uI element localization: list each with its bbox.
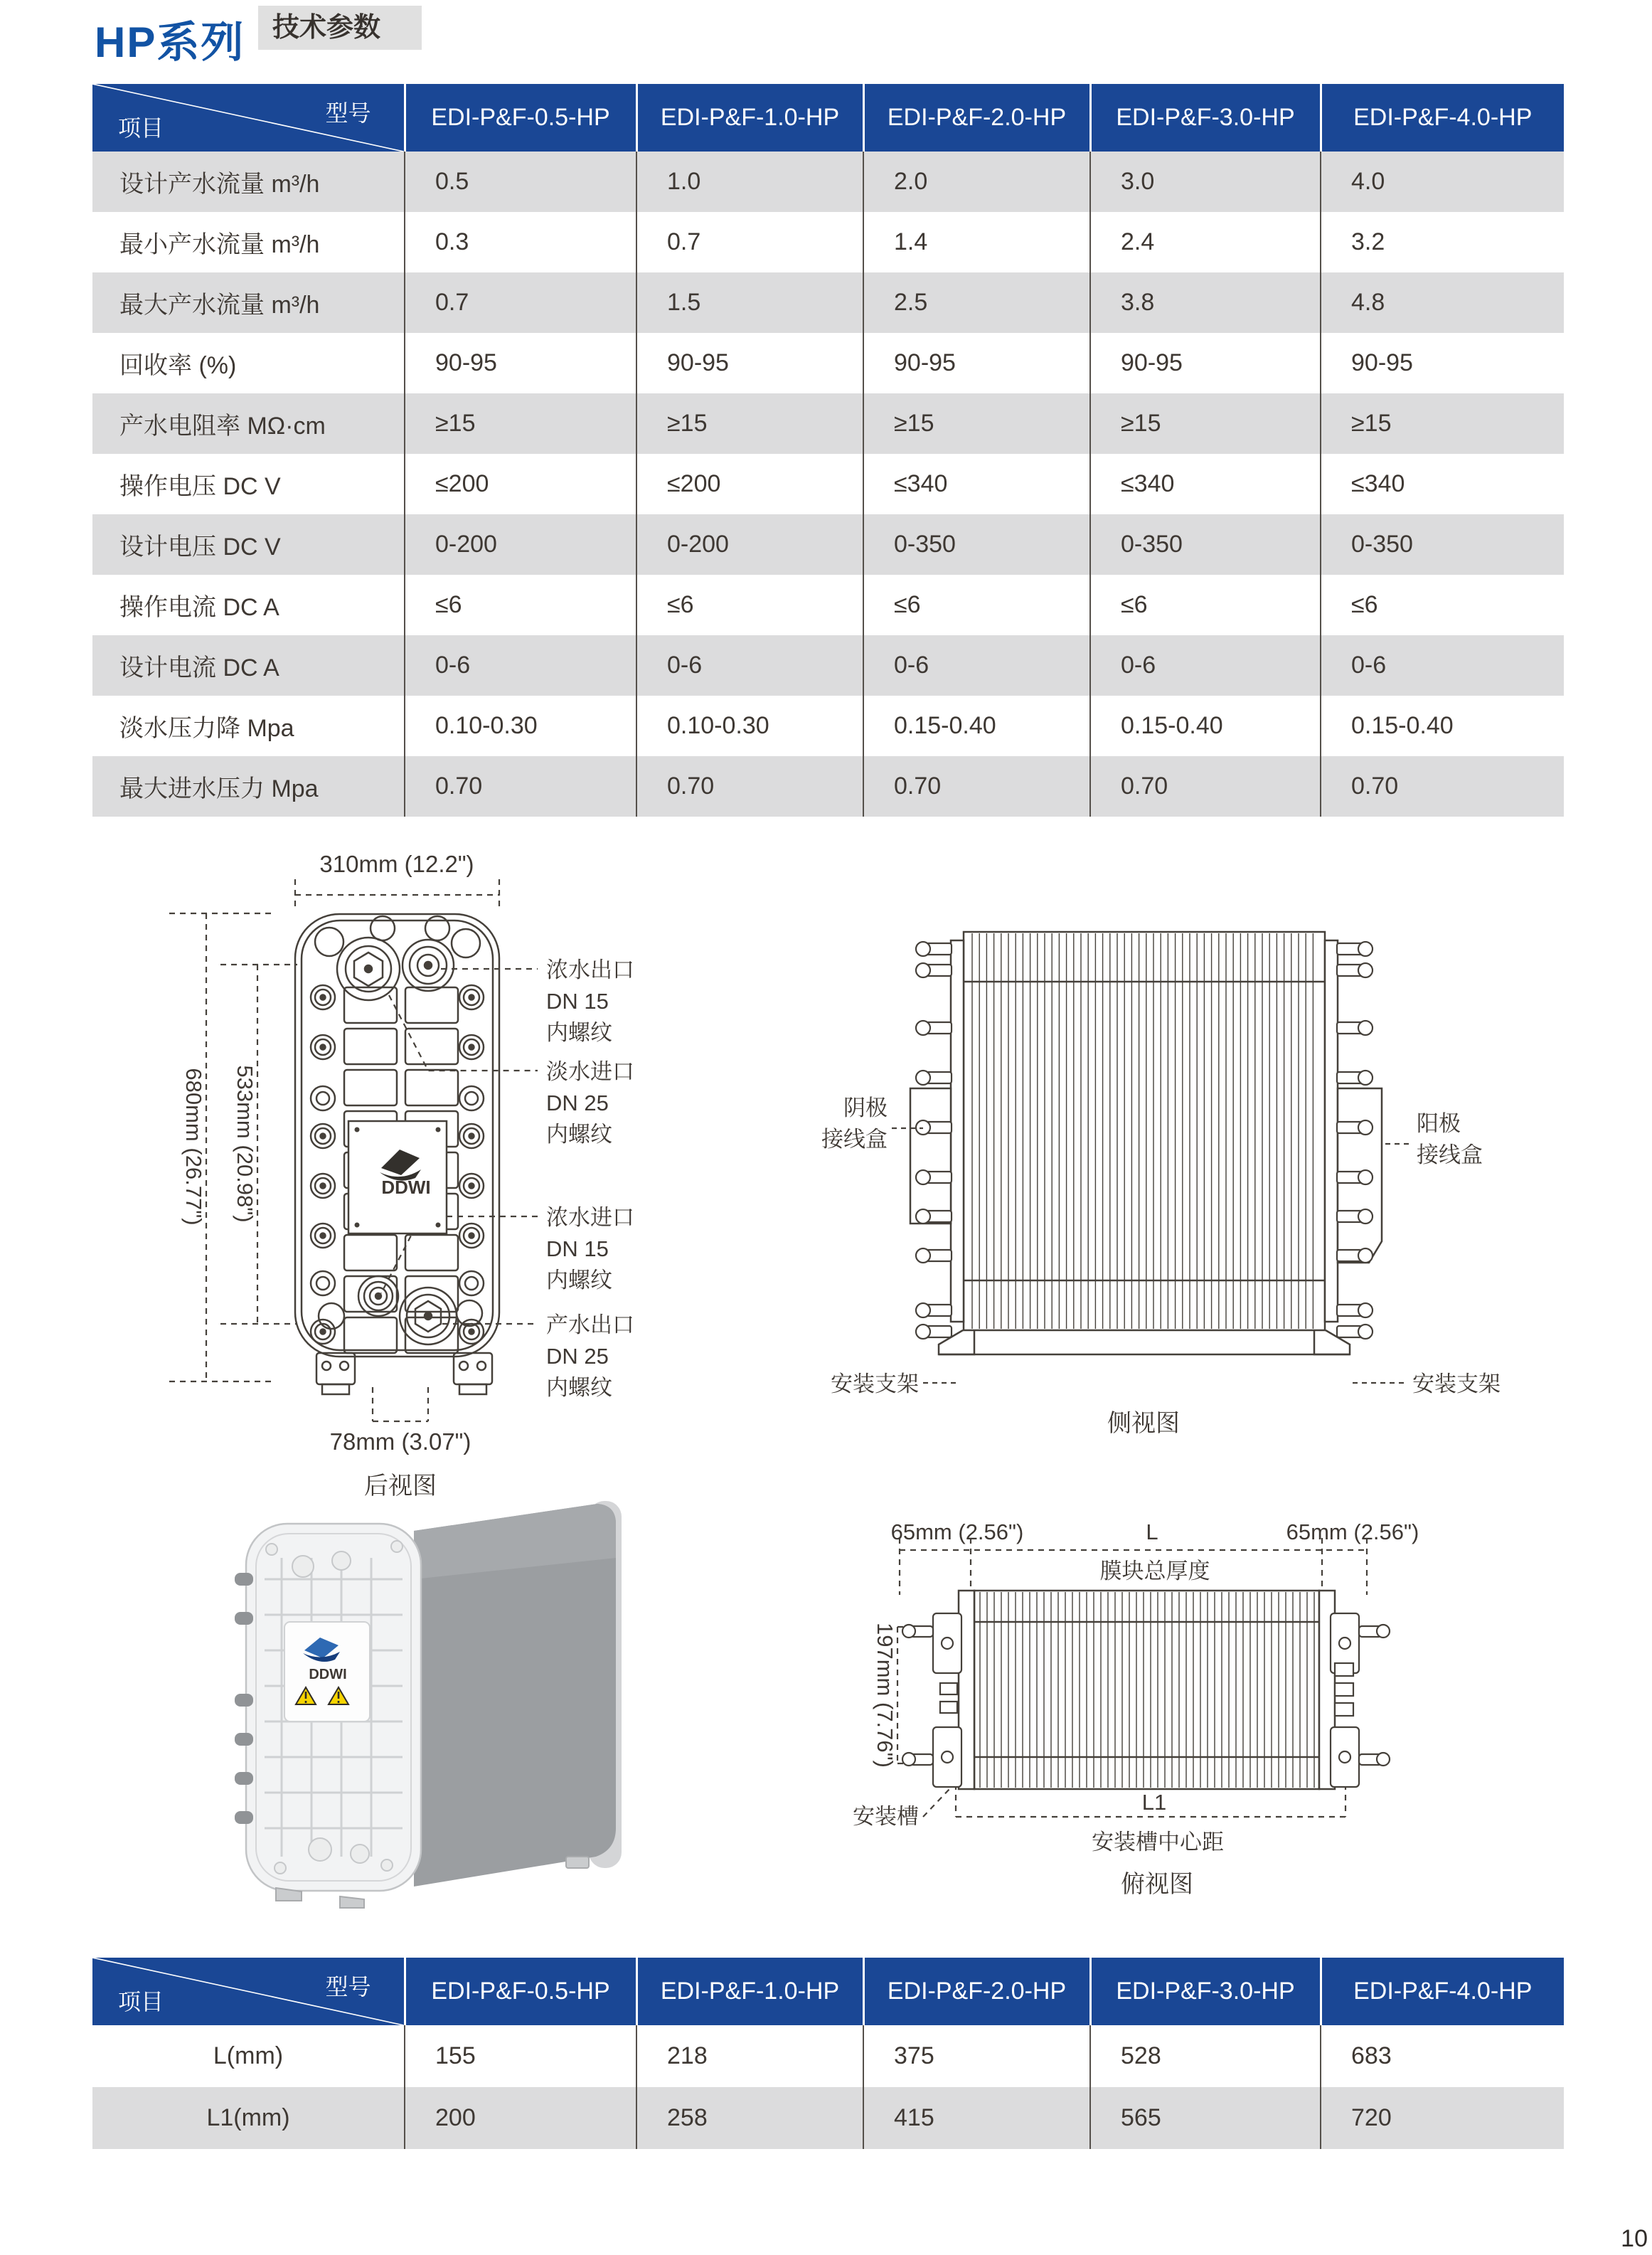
column-header: EDI-P&F-2.0-HP <box>863 84 1090 152</box>
page-title: HP系列 <box>95 18 245 66</box>
cell-value: ≥15 <box>636 393 863 454</box>
callout-concentrate-out: 浓水出口 <box>546 957 634 982</box>
product-photo <box>235 1473 640 1928</box>
svg-text:DN 15: DN 15 <box>546 1236 609 1261</box>
cell-value: 1.4 <box>863 212 1090 272</box>
top-view-drawing <box>782 1508 1581 1949</box>
cell-value: 90-95 <box>405 333 636 393</box>
anode-box-label: 阳极 <box>1417 1111 1461 1136</box>
column-header: EDI-P&F-2.0-HP <box>863 1958 1090 2025</box>
table-row <box>92 696 1564 756</box>
svg-text:DN 15: DN 15 <box>546 989 609 1014</box>
row-label: 设计电流 DC A <box>92 635 405 696</box>
table-row <box>92 152 1564 212</box>
cell-value: ≤340 <box>1090 454 1321 514</box>
product-logo-text: DDWI <box>309 1667 347 1682</box>
cathode-box-label: 阴极 <box>843 1095 888 1120</box>
cell-value: 0-6 <box>1351 652 1387 679</box>
callout-concentrate-in: 浓水进口 <box>546 1205 634 1230</box>
table-row <box>92 333 1564 393</box>
cell-value: 0-6 <box>405 635 636 696</box>
cell-value: 0-350 <box>1351 531 1413 558</box>
cell-value: 3.2 <box>1351 228 1385 255</box>
side-view-caption: 侧视图 <box>1107 1410 1180 1437</box>
table-row <box>92 2025 1564 2087</box>
row-label: 最小产水流量 m³/h <box>92 212 405 272</box>
rear-callout-labels <box>546 957 634 1400</box>
top-view-caption: 俯视图 <box>1121 1871 1193 1898</box>
dim-height-outer-label: 680mm (26.77") <box>181 1068 206 1226</box>
cell-value: 0-6 <box>636 635 863 696</box>
rear-logo-panel <box>348 1121 447 1233</box>
svg-text:接线盒: 接线盒 <box>1417 1142 1483 1167</box>
cell-value: 90-95 <box>636 333 863 393</box>
callout-product-out: 产水出口 <box>546 1312 634 1337</box>
cell-value: 415 <box>863 2087 1090 2149</box>
cell-value: 258 <box>636 2087 863 2149</box>
section-title: 技术参数 <box>258 6 422 50</box>
row-label: 设计产水流量 m³/h <box>92 152 405 212</box>
column-header: EDI-P&F-1.0-HP <box>636 84 863 152</box>
cell-value: ≤340 <box>1351 470 1405 497</box>
cell-value: 683 <box>1351 2042 1392 2069</box>
cell-value: 0.5 <box>405 152 636 212</box>
corner-top-label: 型号 <box>325 100 371 126</box>
cell-value: 0-6 <box>1090 635 1321 696</box>
dim-l-sub-label: 膜块总厚度 <box>1099 1559 1210 1583</box>
cell-value: 0-350 <box>863 514 1090 575</box>
cell-value: 0-6 <box>863 635 1090 696</box>
svg-text:内螺纹: 内螺纹 <box>546 1020 612 1045</box>
cell-value: 0.15-0.40 <box>1351 712 1454 739</box>
cell-value: 0.3 <box>405 212 636 272</box>
cell-value: 2.4 <box>1090 212 1321 272</box>
cell-value: ≤200 <box>636 454 863 514</box>
row-label: 设计电压 DC V <box>92 514 405 575</box>
cell-value: 0.70 <box>863 756 1090 817</box>
dim-65-right-label: 65mm (2.56") <box>1286 1519 1419 1544</box>
cell-value: 1.5 <box>636 272 863 333</box>
column-header: EDI-P&F-4.0-HP <box>1321 1958 1564 2025</box>
dim-height-inner-label: 533mm (20.98") <box>233 1065 257 1223</box>
corner-bottom-label: 项目 <box>118 115 164 141</box>
cell-value: 0-200 <box>405 514 636 575</box>
cell-value: ≥15 <box>405 393 636 454</box>
cell-value: ≤6 <box>863 575 1090 635</box>
svg-text:内螺纹: 内螺纹 <box>546 1122 612 1147</box>
cell-value: 3.8 <box>1090 272 1321 333</box>
svg-text:DN 25: DN 25 <box>546 1091 609 1115</box>
dim-bottom-label: 78mm (3.07") <box>329 1428 471 1455</box>
svg-text:内螺纹: 内螺纹 <box>546 1268 612 1293</box>
dim-l1-label: L1 <box>1141 1790 1167 1815</box>
row-label: 回收率 (%) <box>92 333 405 393</box>
svg-text:DN 25: DN 25 <box>546 1344 609 1369</box>
cell-value: 90-95 <box>863 333 1090 393</box>
dim-65-left-label: 65mm (2.56") <box>890 1519 1024 1544</box>
table-row <box>92 514 1564 575</box>
rear-view-drawing <box>107 818 804 1501</box>
table-row <box>92 272 1564 333</box>
dimension-table <box>92 1958 1564 2149</box>
svg-text:内螺纹: 内螺纹 <box>546 1375 612 1400</box>
side-body <box>910 932 1382 1354</box>
cell-value: 90-95 <box>1351 349 1413 376</box>
cell-value: 218 <box>636 2025 863 2087</box>
row-label: 操作电流 DC A <box>92 575 405 635</box>
column-header: EDI-P&F-4.0-HP <box>1321 84 1564 152</box>
column-header: EDI-P&F-0.5-HP <box>405 1958 636 2025</box>
column-header: EDI-P&F-0.5-HP <box>405 84 636 152</box>
cell-value: ≤6 <box>1090 575 1321 635</box>
cell-value: 375 <box>863 2025 1090 2087</box>
spec-table-head <box>92 84 1564 152</box>
cell-value: ≥15 <box>1090 393 1321 454</box>
table-row <box>92 635 1564 696</box>
table-row <box>92 2087 1564 2149</box>
row-label: L(mm) <box>92 2025 405 2087</box>
table-corner-cell <box>92 84 405 152</box>
cell-value: 0.7 <box>636 212 863 272</box>
cell-value: ≤6 <box>1351 591 1378 618</box>
cell-value: ≥15 <box>1351 410 1392 437</box>
cell-value: 2.0 <box>863 152 1090 212</box>
cell-value: ≤6 <box>636 575 863 635</box>
cell-value: 0.10-0.30 <box>636 696 863 756</box>
page-number: 10 <box>1621 2225 1648 2252</box>
cell-value: 4.8 <box>1351 289 1385 316</box>
cell-value: 0.70 <box>1351 773 1399 800</box>
rear-view-caption: 后视图 <box>364 1473 437 1500</box>
row-label: 最大进水压力 Mpa <box>92 756 405 817</box>
row-label: 最大产水流量 m³/h <box>92 272 405 333</box>
corner-top-label: 型号 <box>325 1974 371 2000</box>
bracket-right-label: 安装支架 <box>1412 1371 1501 1396</box>
svg-text:接线盒: 接线盒 <box>821 1127 888 1152</box>
cell-value: 0.10-0.30 <box>405 696 636 756</box>
top-body <box>902 1591 1390 1789</box>
callout-dilute-in: 淡水进口 <box>546 1059 634 1084</box>
cell-value: 0.15-0.40 <box>863 696 1090 756</box>
cell-value: 565 <box>1090 2087 1321 2149</box>
bracket-left-label: 安装支架 <box>831 1371 919 1396</box>
side-view-drawing <box>804 875 1581 1501</box>
table-row <box>92 756 1564 817</box>
column-header: EDI-P&F-1.0-HP <box>636 1958 863 2025</box>
cell-value: 2.5 <box>863 272 1090 333</box>
dim-l1-sub-label: 安装槽中心距 <box>1092 1830 1224 1855</box>
corner-bottom-label: 项目 <box>118 1989 164 2015</box>
row-label: 产水电阻率 MΩ·cm <box>92 393 405 454</box>
cell-value: 3.0 <box>1090 152 1321 212</box>
cell-value: 0.7 <box>405 272 636 333</box>
dim-width-label: 310mm (12.2") <box>319 851 474 877</box>
cell-value: 0.70 <box>405 756 636 817</box>
dim-197-label: 197mm (7.76") <box>873 1623 897 1768</box>
cell-value: 0-350 <box>1090 514 1321 575</box>
cell-value: ≤6 <box>405 575 636 635</box>
spec-table-body <box>92 152 1564 817</box>
cell-value: 0.15-0.40 <box>1090 696 1321 756</box>
table-row <box>92 393 1564 454</box>
cell-value: ≤200 <box>405 454 636 514</box>
cell-value: 155 <box>405 2025 636 2087</box>
cell-value: 528 <box>1090 2025 1321 2087</box>
dim-l-label: L <box>1146 1519 1158 1544</box>
cell-value: ≥15 <box>863 393 1090 454</box>
cell-value: 0.70 <box>636 756 863 817</box>
table-row <box>92 575 1564 635</box>
cell-value: ≤340 <box>863 454 1090 514</box>
rear-logo-text: DDWI <box>381 1177 431 1198</box>
row-label: L1(mm) <box>92 2087 405 2149</box>
cell-value: 90-95 <box>1090 333 1321 393</box>
cell-value: 0-200 <box>636 514 863 575</box>
slot-label: 安装槽 <box>853 1804 919 1829</box>
table-row <box>92 212 1564 272</box>
table-corner-cell <box>92 1958 405 2025</box>
column-header: EDI-P&F-3.0-HP <box>1090 84 1321 152</box>
product-label-panel <box>284 1622 370 1721</box>
cell-value: 200 <box>405 2087 636 2149</box>
dimension-table-body <box>92 2025 1564 2149</box>
row-label: 淡水压力降 Mpa <box>92 696 405 756</box>
spec-table <box>92 84 1564 817</box>
cell-value: 720 <box>1351 2104 1392 2131</box>
dimension-table-head <box>92 1958 1564 2025</box>
column-header: EDI-P&F-3.0-HP <box>1090 1958 1321 2025</box>
cell-value: 1.0 <box>636 152 863 212</box>
cell-value: 0.70 <box>1090 756 1321 817</box>
cell-value: 4.0 <box>1351 168 1385 195</box>
row-label: 操作电压 DC V <box>92 454 405 514</box>
table-row <box>92 454 1564 514</box>
